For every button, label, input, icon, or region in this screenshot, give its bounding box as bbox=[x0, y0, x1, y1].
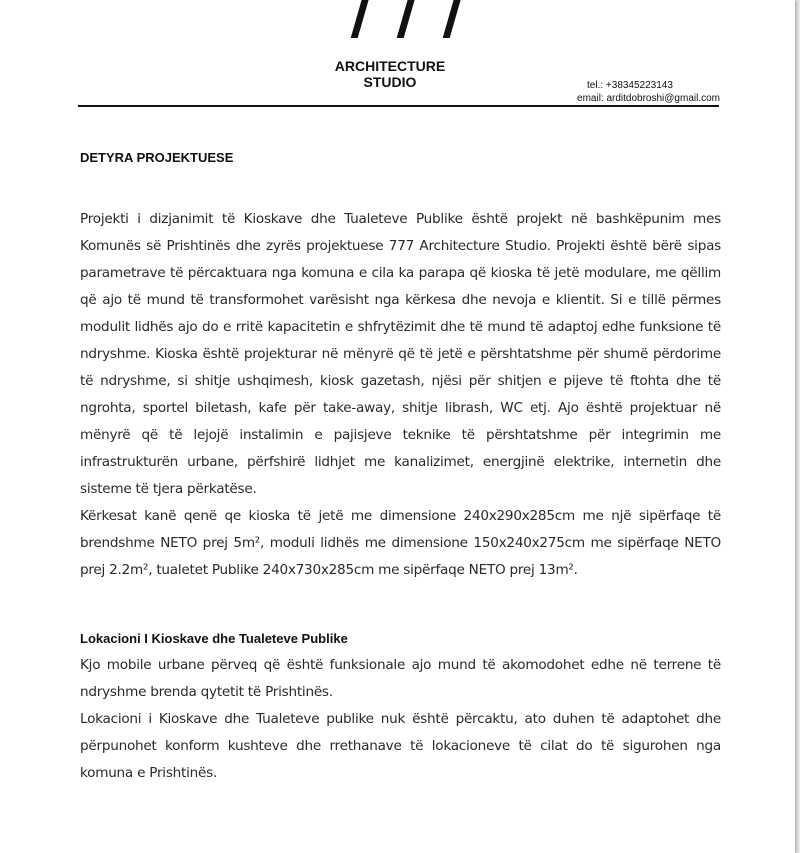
section-heading-detyra: DETYRA PROJEKTUESE bbox=[80, 150, 234, 165]
header-divider bbox=[78, 105, 719, 107]
logo-slash-marks bbox=[345, 0, 475, 38]
contact-email: email: arditdobroshi@gmail.com bbox=[577, 93, 720, 104]
paragraph-project-description: Projekti i dizjanimit të Kioskave dhe Tualeteve Publike është projekt në bashkëpunim mes Komunës së Prishtinës dhe zyrës projektuese 777 Architecture Studio. Projekti është bërë sipas parametrave të përcaktuara nga komuna e cila ka parapa që kioska të jetë modulare, me qëllim që ajo të mund të transformohet varësisht nga kërkesa dhe nevoja e klientit. Si e tillë përmes modulit lidhës ajo do e rritë kapacitetin e shfrytëzimit dhe të mund të adaptoj edhe funksione të ndryshme. Kioska është projekturar në mënyrë që të jetë e përshtatshme për shumë përdorime të ndryshme, si shitje ushqimesh, kiosk gazetash, njësi për shitjen e pijeve të ftohta dhe të ngrohta, sportel biletash, kafe për take-away, shitje librash, WC etj. Ajo është projektuar në mënyrë që të lejojë instalimin e pajisjeve teknike të përshtatshme për integrimin me infrastrukturën urbane, përfshirë lidhjet me kanalizimet, energjinë elektrike, internetin dhe sisteme të tjera përkatëse. bbox=[80, 211, 721, 497]
section-heading-lokacioni: Lokacioni I Kioskave dhe Tualeteve Publike bbox=[80, 631, 348, 646]
logo-slash-2 bbox=[397, 0, 417, 38]
section-location bbox=[80, 629, 721, 787]
paragraph-location-2: Lokacioni i Kioskave dhe Tualeteve publike nuk është përcaktu, ato duhen të adaptohet dhe përpunohet konform kushteve dhe rrethanave të lokacioneve të cilat do të sigurohen nga komuna e Prishtinës. bbox=[80, 711, 721, 781]
contact-tel: tel.: +38345223143 bbox=[587, 80, 673, 91]
contact-info bbox=[577, 79, 720, 105]
document-body bbox=[80, 148, 721, 787]
logo-line-1: ARCHITECTURE bbox=[334, 58, 446, 74]
logo-text bbox=[300, 58, 480, 90]
logo-slash-1 bbox=[351, 0, 371, 38]
logo-line-2: STUDIO bbox=[363, 74, 417, 90]
paragraph-requirements: Kërkesat kanë qenë qe kioska të jetë me dimensione 240x290x285cm me një sipërfaqe të brendshme NETO prej 5m², moduli lidhës me dimensione 150x240x275cm me sipërfaqe NETO prej 2.2m², tualetet Publike 240x730x285cm me sipërfaqe NETO prej 13m². bbox=[80, 508, 721, 578]
logo-slash-3 bbox=[443, 0, 463, 38]
paragraph-location-1: Kjo mobile urbane përveq që është funksionale ajo mund të akomodohet edhe në terrene të ndryshme brenda qytetit të Prishtinës. bbox=[80, 657, 721, 700]
